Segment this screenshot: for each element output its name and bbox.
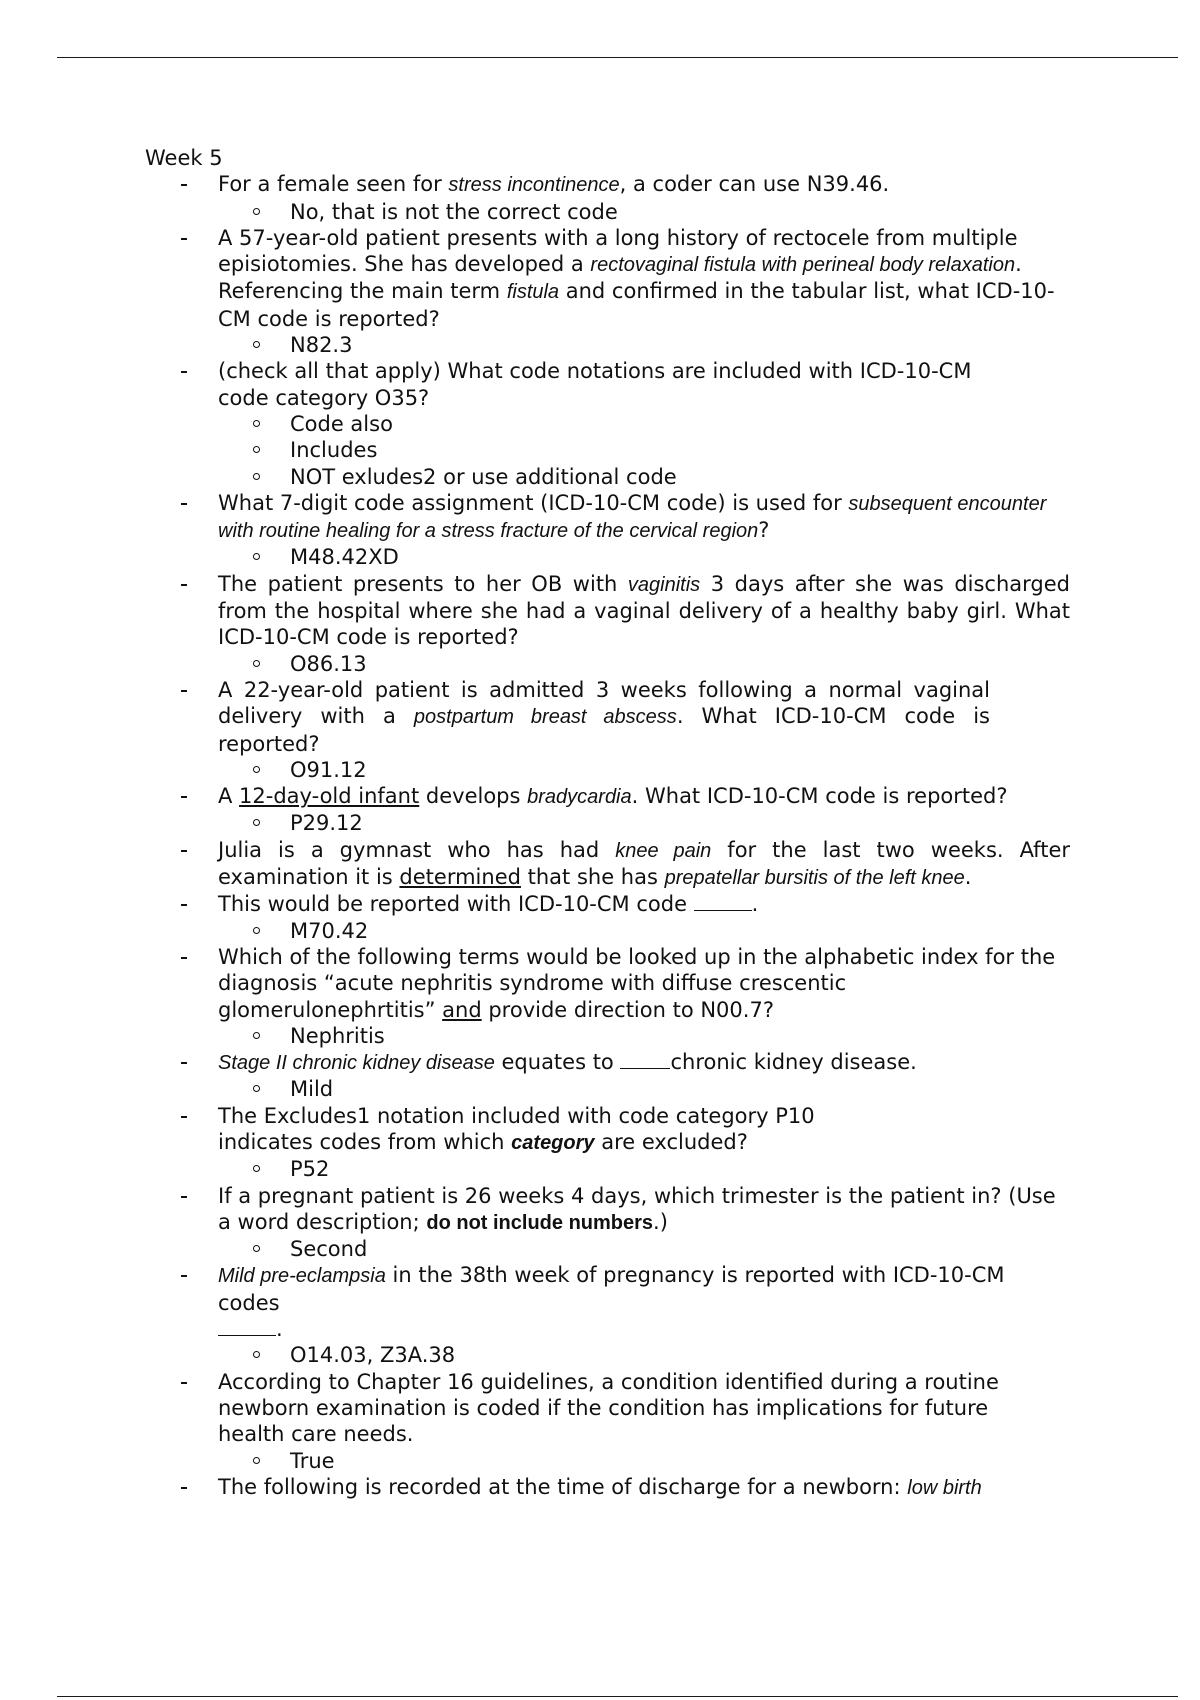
answer-item: Code also: [145, 411, 1070, 437]
circle-bullet: [253, 1085, 260, 1092]
answer-blank: [620, 1050, 670, 1069]
circle-bullet: [253, 341, 260, 348]
circle-bullet: [253, 1457, 260, 1464]
answer-item: N82.3: [145, 332, 1070, 358]
answer-item: Mild: [145, 1076, 1070, 1102]
answer-item: O91.12: [145, 757, 1070, 783]
circle-bullet: [253, 819, 260, 826]
answer-item: No, that is not the correct code: [145, 199, 1070, 225]
answer-item: Includes: [145, 437, 1070, 463]
question-item: A 12-day-old infant develops bradycardia. What ICD-10-CM code is reported?: [218, 784, 1008, 809]
answer-item: Nephritis: [145, 1023, 1070, 1049]
answer-item: O14.03, Z3A.38: [145, 1342, 1070, 1368]
circle-bullet: [253, 1351, 260, 1358]
answer-item: M70.42: [145, 918, 1070, 944]
answer-item: NOT exludes2 or use additional code: [145, 464, 1070, 490]
circle-bullet: [253, 660, 260, 667]
answer-item: P52: [145, 1156, 1070, 1182]
question-item: If a pregnant patient is 26 weeks 4 days, which trimester is the patient in? (Use a word description; do not include numbers.): [218, 1183, 1056, 1234]
answer-item: True: [145, 1448, 1070, 1474]
circle-bullet: [253, 473, 260, 480]
question-item: A 57-year-old patient presents with a long history of rectocele from multiple episiotomies. She has developed a rectovaginal fistula with perineal body relaxation. Referencing the main term fistula and confirmed in the tabular list, what ICD-10-CM code is reported?: [218, 225, 1055, 331]
circle-bullet: [253, 446, 260, 453]
question-item: Mild pre-eclampsia in the 38th week of pregnancy is reported with ICD-10-CM codes .: [218, 1263, 1005, 1342]
circle-bullet: [253, 1245, 260, 1252]
circle-bullet: [253, 208, 260, 215]
answer-item: M48.42XD: [145, 544, 1070, 570]
question-item: Julia is a gymnast who has had knee pain for the last two weeks. After examination it is determined that she has prepatellar bursitis of the left knee.: [218, 837, 1070, 890]
question-item: Which of the following terms would be looked up in the alphabetic index for the diagnosis “acute nephritis syndrome with diffuse crescentic glomerulonephrtitis” and provide direction to N00.7?: [218, 944, 1056, 1022]
circle-bullet: [253, 553, 260, 560]
question-item: Stage II chronic kidney disease equates to chronic kidney disease.: [218, 1050, 917, 1075]
answer-item: Second: [145, 1236, 1070, 1262]
question-item: The patient presents to her OB with vaginitis 3 days after she was discharged from the hospital where she had a vaginal delivery of a healthy baby girl. What ICD-10-CM code is reported?: [218, 571, 1070, 650]
question-item: A 22-year-old patient is admitted 3 weeks following a normal vaginal delivery with a postpartum breast abscess. What ICD-10-CM code is reported?: [218, 677, 990, 756]
circle-bullet: [253, 1032, 260, 1039]
question-item: For a female seen for stress incontinence, a coder can use N39.46.: [218, 172, 890, 197]
page-heading: Week 5: [145, 146, 223, 170]
question-item: This would be reported with ICD-10-CM code .: [218, 892, 759, 917]
document-body: [145, 145, 1070, 1501]
circle-bullet: [253, 420, 260, 427]
header-rule: [57, 57, 1178, 58]
answer-blank: [694, 892, 752, 911]
circle-bullet: [253, 927, 260, 934]
question-item: The Excludes1 notation included with code category P10 indicates codes from which category are excluded?: [218, 1103, 815, 1154]
question-item: The following is recorded at the time of discharge for a newborn: low birth: [218, 1474, 982, 1499]
answer-item: P29.12: [145, 810, 1070, 836]
circle-bullet: [253, 1165, 260, 1172]
question-item: (check all that apply) What code notations are included with ICD-10-CM code category O35?: [218, 359, 972, 410]
circle-bullet: [253, 766, 260, 773]
answer-blank: [218, 1317, 276, 1336]
question-item: What 7-digit code assignment (ICD-10-CM code) is used for subsequent encounter with routine healing for a stress fracture of the cervical region?: [218, 490, 1047, 543]
answer-item: O86.13: [145, 651, 1070, 677]
footer-rule: [57, 1696, 1178, 1697]
question-item: According to Chapter 16 guidelines, a condition identified during a routine newborn examination is coded if the condition has implications for future health care needs.: [218, 1369, 999, 1447]
